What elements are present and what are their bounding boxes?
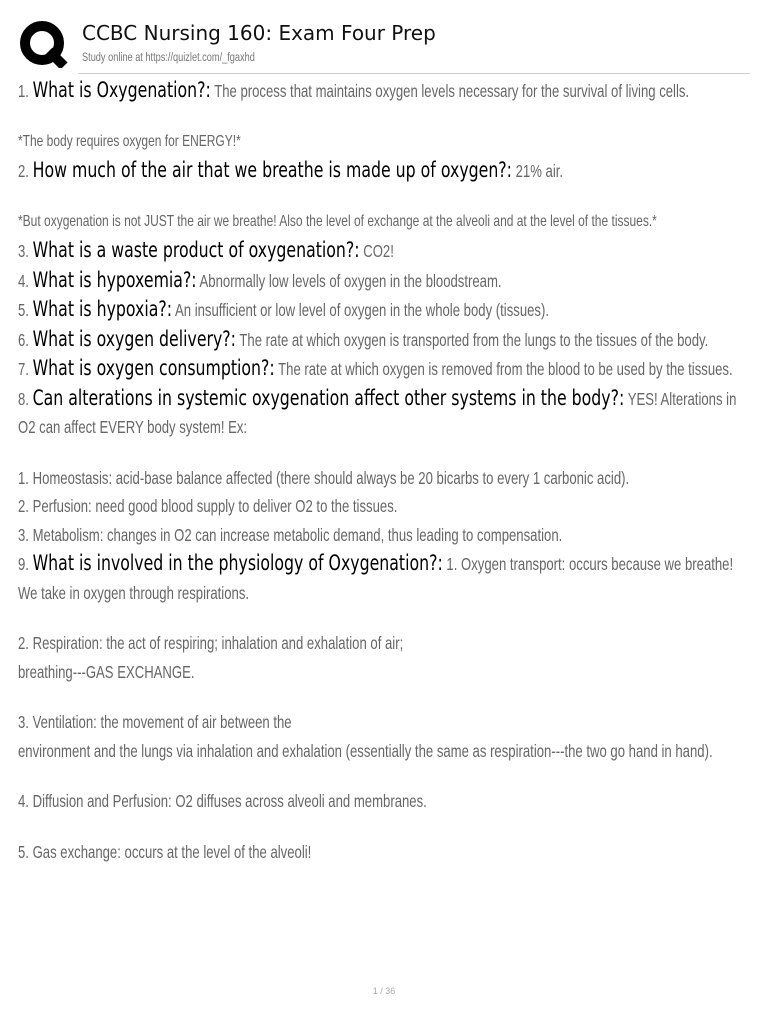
list-item: 8. Can alterations in systemic oxygenation affect other systems in the body?: YES! Alterations in O2 can affect EVERY body system! Ex: [18,385,737,437]
question: What is Oxygenation?: [32,78,211,102]
list-item: 9. What is involved in the physiology of Oxygenation?: 1. Oxygen transport: occurs because we breathe! We take in oxygen through respirations. [18,551,734,603]
list-item: 5. What is hypoxia?: An insufficient or low level of oxygen in the whole body (tissues). [18,297,550,321]
sub-item: 3. Metabolism: changes in O2 can increase metabolic demand, thus leading to compensation. [18,524,563,545]
page-title: CCBC Nursing 160: Exam Four Prep [82,21,436,45]
question: Can alterations in systemic oxygenation affect other systems in the body?: [32,385,625,410]
answer: The process that maintains oxygen levels necessary for the survival of living cells. [214,81,690,101]
question: What is hypoxemia?: [32,267,197,292]
page-number: 1 / 36 [372,986,396,996]
flashcard-list [18,76,753,866]
list-item: 3. What is a waste product of oxygenation?: CO2! [18,238,394,262]
list-item: 4. What is hypoxemia?: Abnormally low levels of oxygen in the bloodstream. [18,267,502,292]
answer: The rate at which oxygen is removed from the blood to be used by the tissues. [278,359,733,379]
note: *But oxygenation is not JUST the air we breathe! Also the level of exchange at the alveoli and at the level of the tissues.* [18,212,657,230]
question: What is hypoxia?: [32,297,173,321]
question: What is oxygen delivery?: [32,326,236,351]
sub-item: breathing---GAS EXCHANGE. [18,661,195,682]
answer: An insufficient or low level of oxygen in the whole body (tissues). [174,300,550,320]
sub-item: environment and the lungs via inhalation and exhalation (essentially the same as respiration---the two go hand in hand). [18,740,713,761]
list-item: 7. What is oxygen consumption?: The rate at which oxygen is removed from the blood to be used by the tissues. [18,356,733,380]
list-item: 1. What is Oxygenation?: The process that maintains oxygen levels necessary for the survival of living cells. [18,78,690,102]
question: What is oxygen consumption?: [32,356,275,380]
sub-item: 1. Homeostasis: acid-base balance affected (there should always be 20 bicarbs to every 1 carbonic acid). [18,467,630,488]
answer: Abnormally low levels of oxygen in the bloodstream. [199,270,502,291]
list-item: 6. What is oxygen delivery?: The rate at which oxygen is transported from the lungs to the tissues of the body. [18,326,709,351]
quizlet-logo-icon [16,18,72,68]
sub-item: 2. Perfusion: need good blood supply to deliver O2 to the tissues. [18,496,398,516]
study-link[interactable]: Study online at https://quizlet.com/_fgaxhd [82,52,255,64]
answer: CO2! [363,241,394,261]
list-item: 2. How much of the air that we breathe is made up of oxygen?: 21% air. [18,158,564,182]
answer: The rate at which oxygen is transported from the lungs to the tissues of the body. [239,329,709,350]
question: How much of the air that we breathe is made up of oxygen?: [32,158,512,182]
answer: YES! Alterations in O2 can affect EVERY body system! Ex: [18,388,737,437]
sub-item: 4. Diffusion and Perfusion: O2 diffuses across alveoli and membranes. [18,791,427,811]
answer: 21% air. [515,161,564,181]
question: What is involved in the physiology of Oxygenation?: [32,551,443,575]
question: What is a waste product of oxygenation?: [32,238,360,262]
note: *The body requires oxygen for ENERGY!* [18,132,241,150]
sub-item: 3. Ventilation: the movement of air between the [18,712,292,732]
header-divider [78,73,750,74]
sub-item: 5. Gas exchange: occurs at the level of the alveoli! [18,841,312,862]
answer: 1. Oxygen transport: occurs because we breathe! We take in oxygen through respirations. [18,554,734,603]
sub-item: 2. Respiration: the act of respiring; inhalation and exhalation of air; [18,633,404,653]
